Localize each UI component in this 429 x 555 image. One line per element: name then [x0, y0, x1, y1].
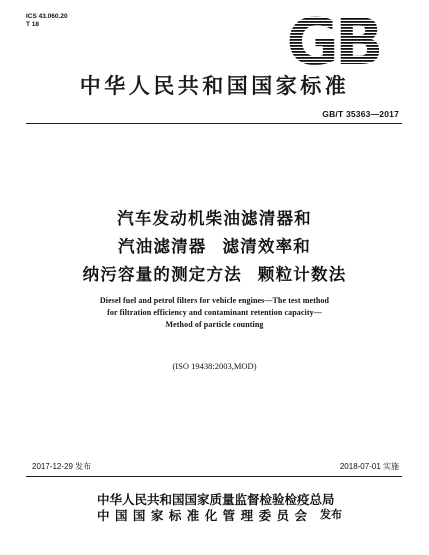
adoption-note: (ISO 19438:2003,MOD) — [172, 361, 257, 371]
standard-number: GB/T 35363—2017 — [322, 109, 399, 119]
implement-date: 2018-07-01 实施 — [339, 462, 399, 471]
ics-code: ICS 43.060.20 — [26, 13, 68, 20]
title-cn-line-2 — [0, 233, 429, 257]
standard-type-title: 中华人民共和国国家标准 — [79, 73, 350, 98]
title-cn-line-3-part-1: 纳污容量的测定方法 — [82, 265, 242, 284]
issuer-aqsiq: 中华人民共和国国家质量监督检验检疫总局 — [97, 492, 335, 507]
title-cn-line-2-part-1: 汽油滤清器 — [118, 237, 207, 256]
title-en-line-3: Method of particle counting — [165, 320, 264, 329]
title-cn-line-3-part-2: 颗粒计数法 — [257, 265, 347, 284]
ics-code-block — [26, 13, 68, 29]
gb-logo-icon — [258, 12, 408, 70]
title-cn-line-1: 汽车发动机柴油滤清器和 — [117, 209, 312, 228]
title-cn-line-3 — [0, 261, 429, 285]
publish-date: 2017-12-29 发布 — [32, 462, 92, 471]
gb-logo-text: GB — [286, 12, 380, 70]
issue-word: 发布 — [320, 508, 342, 521]
title-en-line-2: for filtration efficiency and contaminant retention capacity— — [107, 308, 322, 317]
bottom-divider — [26, 476, 402, 477]
title-en-line-1: Diesel fuel and petrol filters for vehicle engines—The test method — [99, 296, 330, 305]
title-cn-line-2-part-2: 滤清效率和 — [222, 237, 311, 256]
top-divider — [26, 123, 402, 124]
ccs-code: T 18 — [26, 21, 40, 28]
issuer-sac: 中国国家标准化管理委员会 — [97, 508, 307, 523]
